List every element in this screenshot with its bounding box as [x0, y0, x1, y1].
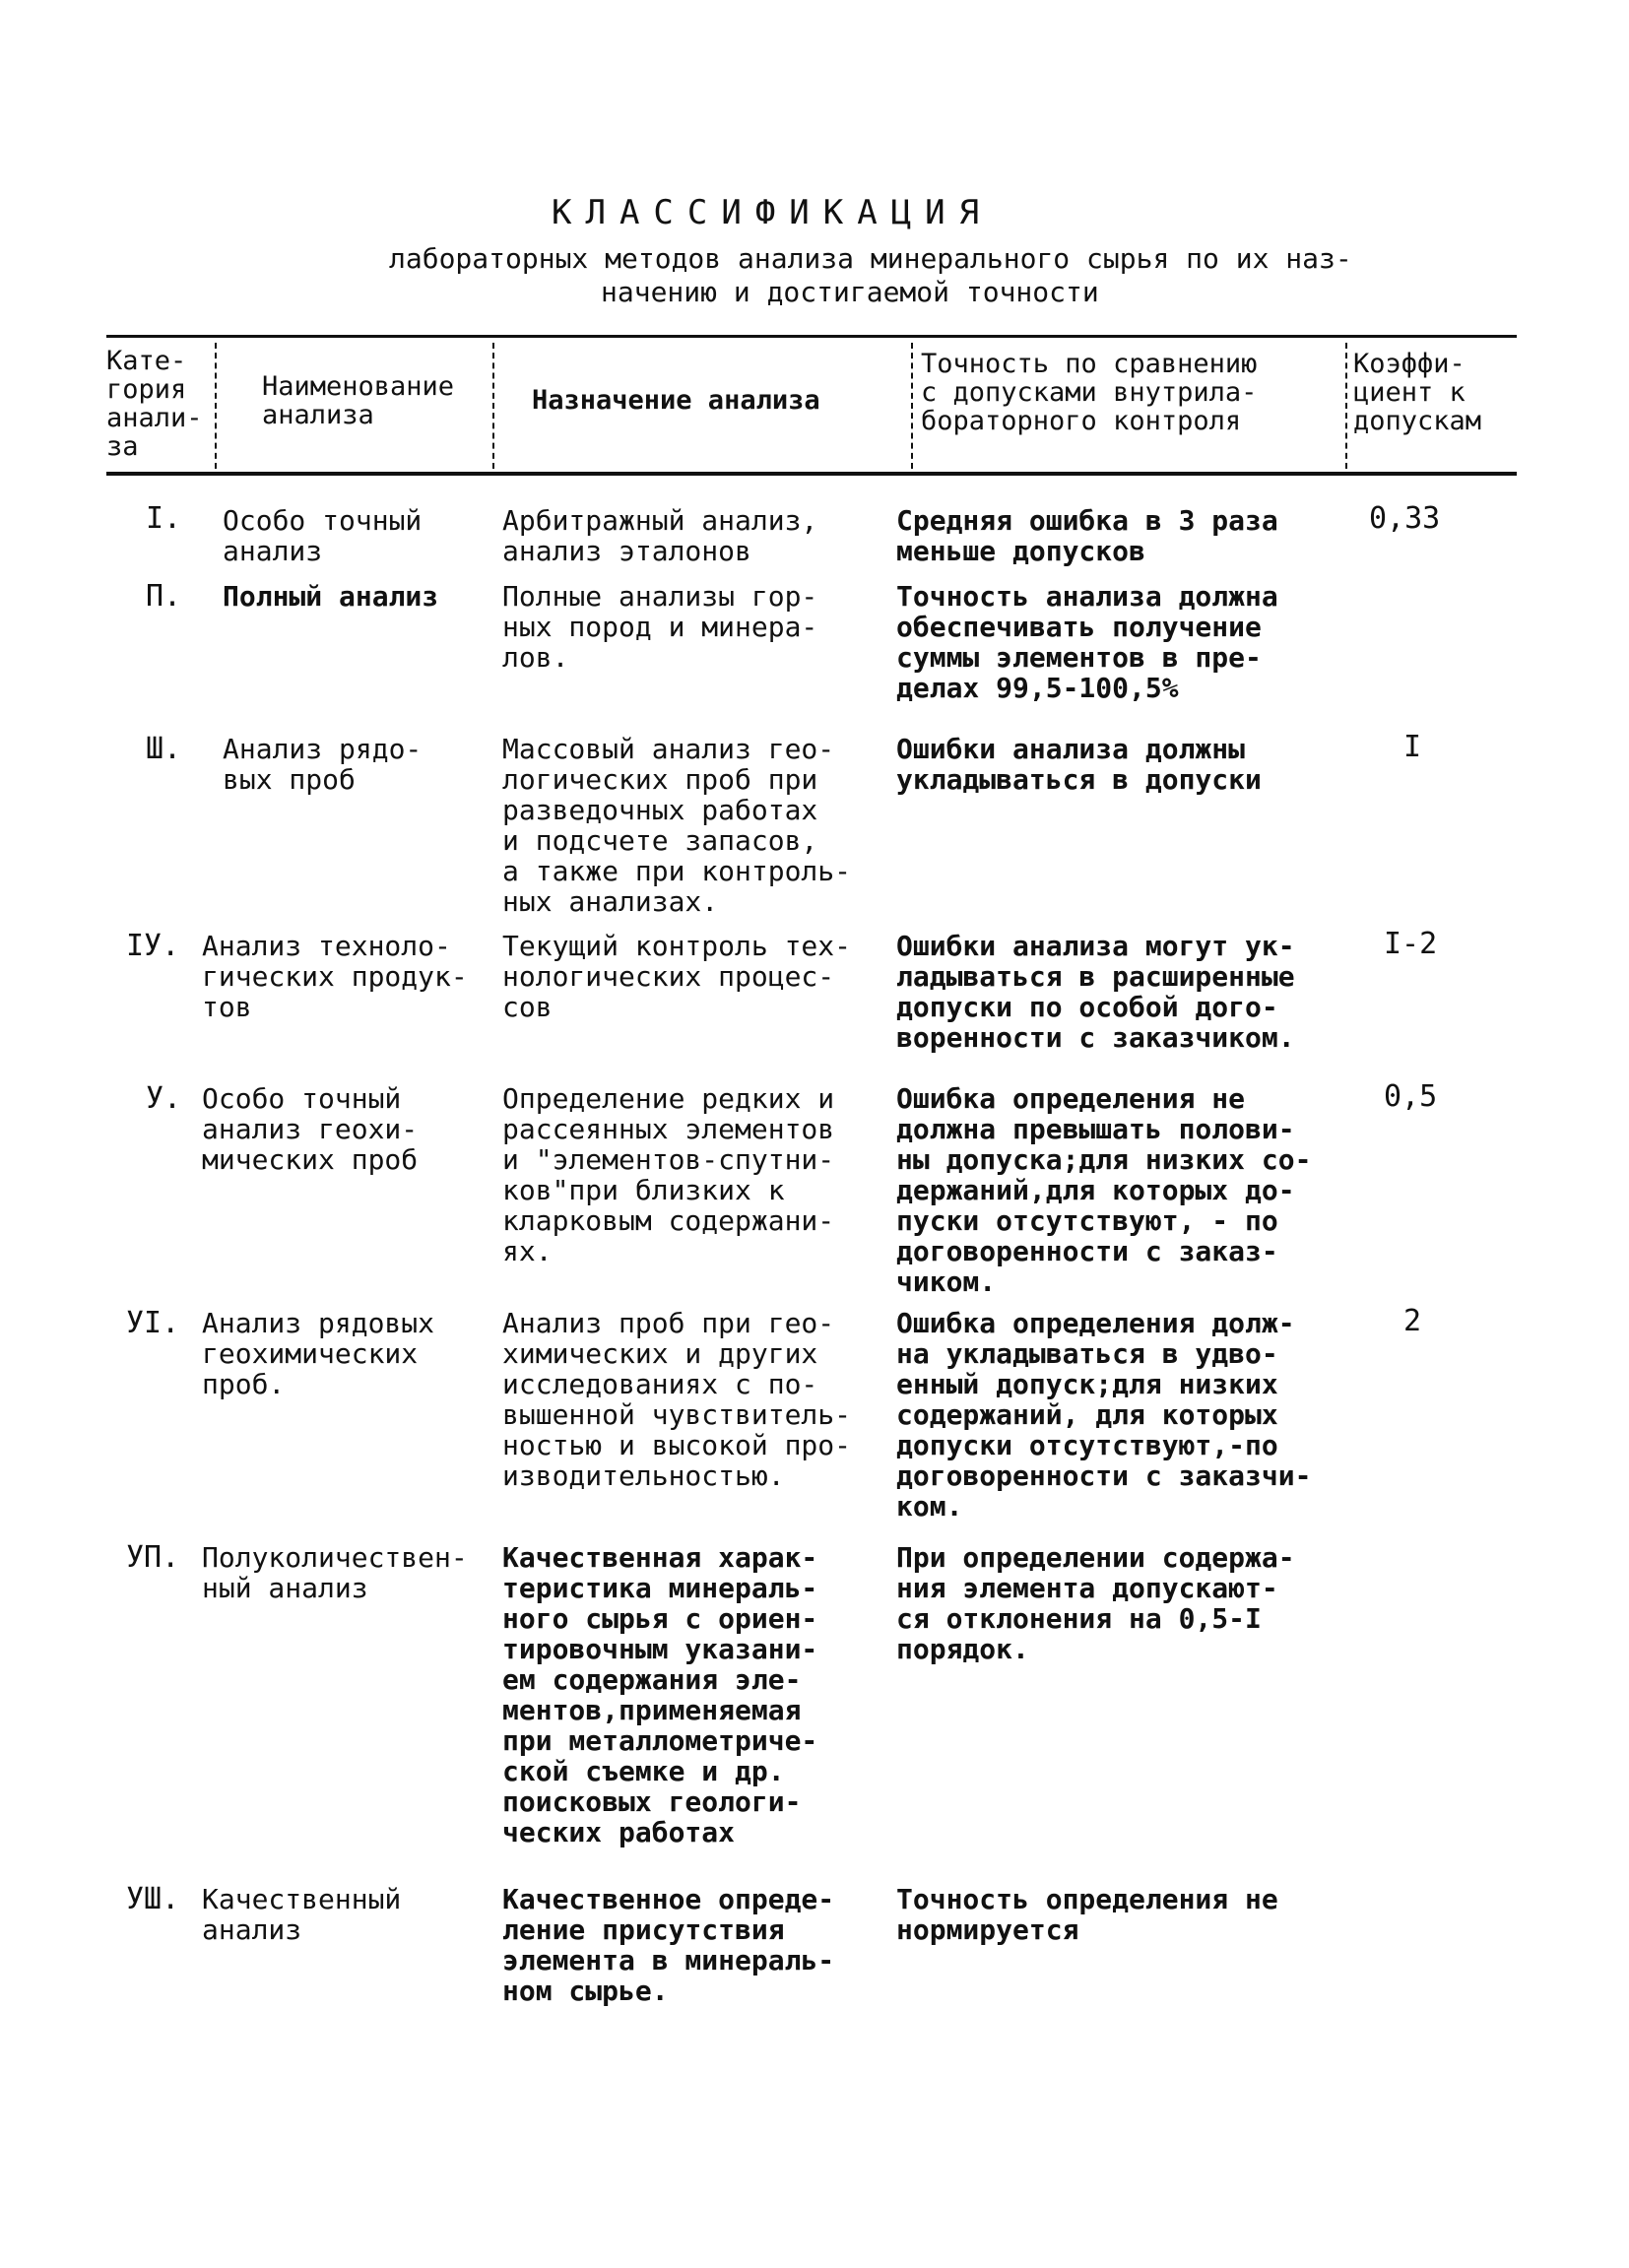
document-subtitle-line1: лабораторных методов анализа минерального сырья по их наз-: [389, 242, 1352, 275]
row-name: Качественный анализ: [202, 1883, 402, 1946]
header-separator-3: [911, 343, 913, 469]
row-name: Особо точный анализ геохи- мических проб: [202, 1082, 419, 1176]
header-coefficient: Коэффи- циент к допускам: [1353, 349, 1482, 436]
row-category: УШ.: [126, 1882, 180, 1916]
row-name: Полный анализ: [223, 580, 439, 613]
row-purpose: Арбитражный анализ, анализ эталонов: [502, 504, 818, 567]
row-coefficient: 0,5: [1384, 1079, 1438, 1114]
row-name: Особо точный анализ: [223, 504, 423, 567]
header-accuracy: Точность по сравнению с допусками внутрила- бораторного контроля: [921, 349, 1258, 436]
header-separator-1: [215, 343, 217, 469]
row-accuracy: Точность анализа должна обеспечивать получение суммы элементов в пре- делах 99,5-100,5%: [896, 580, 1278, 704]
row-category: У.: [146, 1081, 182, 1116]
table-header-rule: [106, 472, 1517, 476]
row-coefficient: I-2: [1384, 927, 1438, 961]
row-name: Анализ рядовых геохимических проб.: [202, 1307, 435, 1400]
row-category: IУ.: [126, 929, 180, 963]
row-coefficient: 2: [1403, 1304, 1422, 1338]
row-name: Анализ рядо- вых проб: [223, 733, 423, 796]
row-purpose: Анализ проб при гео- химических и других исследованиях с по- вышенной чувствитель- ностью и высокой про- изводительностью.: [502, 1307, 852, 1492]
row-name: Полуколичествен- ный анализ: [202, 1541, 468, 1604]
row-coefficient: 0,33: [1369, 501, 1441, 536]
row-accuracy: Точность определения не нормируется: [896, 1883, 1278, 1946]
row-category: П.: [146, 579, 182, 614]
row-name: Анализ техноло- гических продук- тов: [202, 930, 468, 1023]
document-subtitle-line2: начению и достигаемой точности: [601, 276, 1099, 308]
row-accuracy: Ошибка определения не должна превышать полови- ны допуска;для низких со- держаний,для которых до- пуски отсутствуют, - по договоренности с заказ- чиком.: [896, 1082, 1312, 1298]
row-category: I.: [146, 501, 182, 536]
row-purpose: Текущий контроль тех- нологических процес- сов: [502, 930, 852, 1023]
header-separator-4: [1345, 343, 1347, 469]
header-category: Кате- гория анали- за: [106, 346, 203, 462]
row-accuracy: Ошибки анализа могут ук- ладываться в расширенные допуски по особой дого- воренности с заказчиком.: [896, 930, 1295, 1054]
row-purpose: Качественное опреде- ление присутствия элемента в минераль- ном сырье.: [502, 1883, 835, 2007]
row-category: УI.: [126, 1306, 180, 1340]
row-accuracy: При определении содержа- ния элемента допускают- ся отклонения на 0,5-I порядок.: [896, 1541, 1295, 1665]
header-separator-2: [492, 343, 494, 469]
header-purpose: Назначение анализа: [532, 385, 820, 416]
table-top-rule: [106, 335, 1517, 338]
row-category: Ш.: [146, 732, 182, 766]
row-purpose: Определение редких и рассеянных элементов и "элементов-спутни- ков"при близких к кларковым содержани- ях.: [502, 1082, 835, 1267]
row-accuracy: Средняя ошибка в 3 раза меньше допусков: [896, 504, 1278, 567]
row-accuracy: Ошибки анализа должны укладываться в допуски: [896, 733, 1262, 796]
row-category: УП.: [126, 1540, 180, 1575]
row-accuracy: Ошибка определения долж- на укладываться в удво- енный допуск;для низких содержаний, для которых допуски отсутствуют,-по договоренности с заказчи- ком.: [896, 1307, 1312, 1523]
row-purpose: Массовый анализ гео- логических проб при разведочных работах и подсчете запасов, а также при контроль- ных анализах.: [502, 733, 852, 918]
header-name: Наименование анализа: [262, 371, 455, 430]
row-purpose: Полные анализы гор- ных пород и минера- лов.: [502, 580, 818, 674]
row-purpose: Качественная харак- теристика минераль- ного сырья с ориен- тировочным указани- ем содержания эле- ментов,применяемая при металлометриче- ской съемке и др. поисковых геологи- ческих работах: [502, 1541, 818, 1848]
document-title: КЛАССИФИКАЦИЯ: [552, 193, 994, 232]
row-coefficient: I: [1403, 730, 1422, 764]
